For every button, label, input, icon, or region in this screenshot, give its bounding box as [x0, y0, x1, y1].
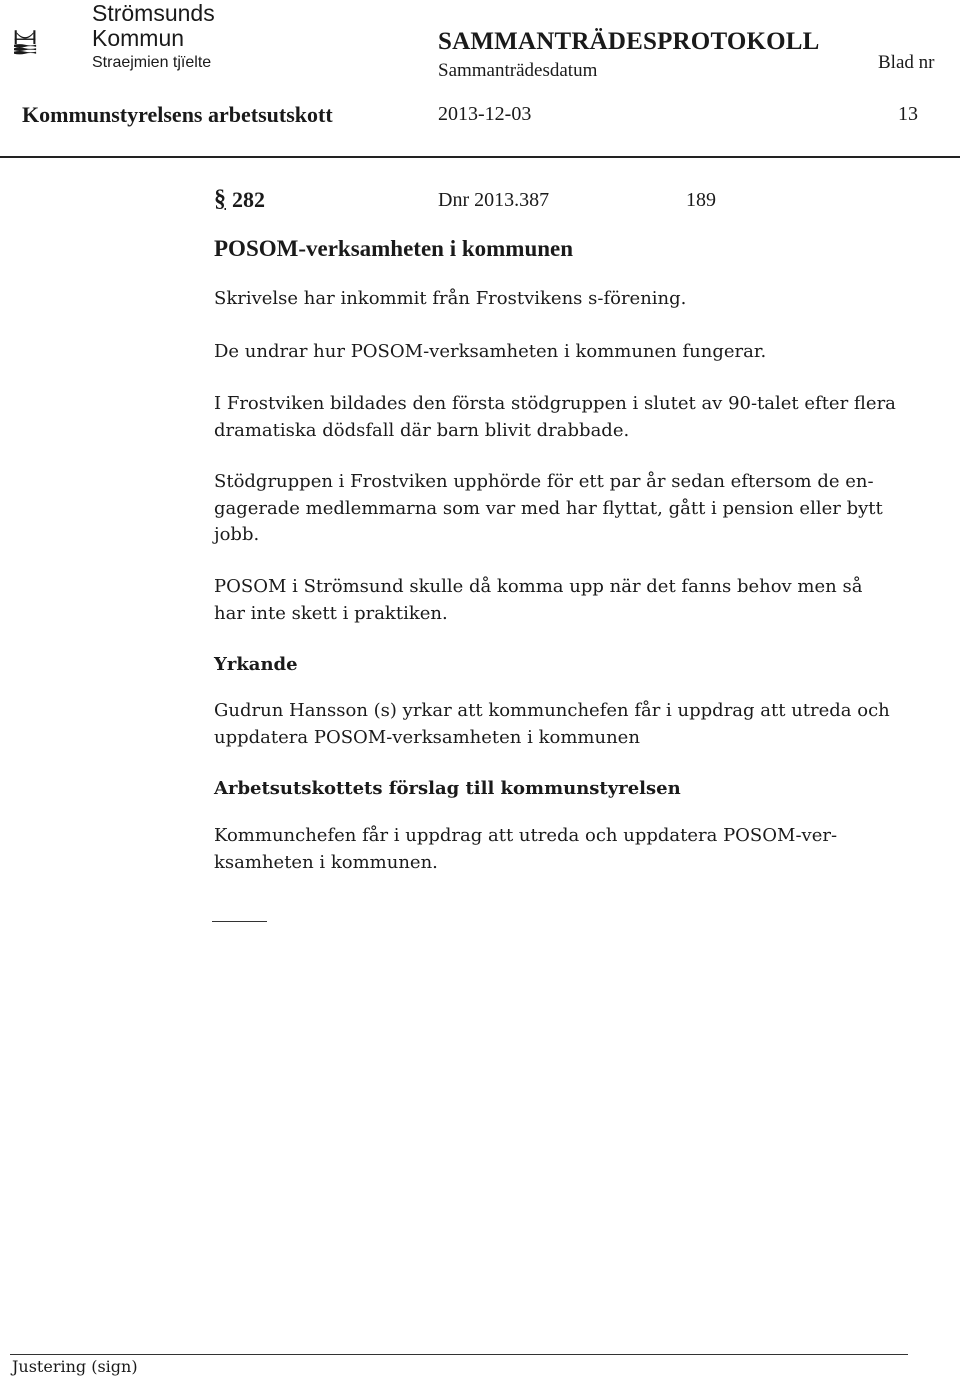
- paragraph-6: [214, 698, 914, 751]
- paragraph-3: [214, 391, 914, 444]
- paragraph-line: I Frostviken bildades den första stödgruppen i slutet av 90-talet efter flera: [214, 393, 896, 414]
- section-title: POSOM-verksamheten i kommunen: [214, 236, 574, 261]
- paragraph-4: [214, 469, 914, 549]
- document-type: SAMMANTRÄDESPROTOKOLL: [438, 28, 820, 55]
- paragraph-5: [214, 574, 914, 627]
- paragraph-line: Stödgruppen i Frostviken upphörde för ett par år sedan eftersom de en-: [214, 471, 874, 492]
- paragraph-line: uppdatera POSOM-verksamheten i kommunen: [214, 726, 640, 748]
- bridge-emblem-icon: [14, 2, 90, 82]
- dnr-number: Dnr 2013.387: [438, 189, 550, 211]
- paragraph-line: Kommunchefen får i uppdrag att utreda och uppdatera POSOM-ver-: [214, 825, 838, 846]
- paragraph-line: gagerade medlemmarna som var med har flyttat, gått i pension eller bytt: [214, 497, 883, 519]
- reference-number: 189: [686, 189, 716, 211]
- section-end-line: [212, 921, 267, 922]
- page-number: 13: [898, 103, 918, 125]
- paragraph-line: POSOM i Strömsund skulle då komma upp när det fanns behov men så: [214, 576, 863, 597]
- paragraph-sign: §: [214, 186, 226, 212]
- heading-proposal: Arbetsutskottets förslag till kommunstyrelsen: [214, 778, 681, 799]
- logo-name-line2: Kommun: [92, 25, 185, 51]
- heading-yrkande: Yrkande: [214, 654, 298, 675]
- meeting-date: 2013-12-03: [438, 103, 532, 125]
- paragraph-line: ksamheten i kommunen.: [214, 851, 438, 873]
- signature-label: Justering (sign): [12, 1357, 138, 1376]
- paragraph-7: [214, 823, 914, 876]
- paragraph-line: har inte skett i praktiken.: [214, 602, 448, 624]
- paragraph-1: [214, 286, 914, 313]
- paragraph-line: Gudrun Hansson (s) yrkar att kommunchefen får i uppdrag att utreda och: [214, 700, 890, 721]
- paragraph-line: dramatiska dödsfall där barn blivit drabbade.: [214, 419, 630, 441]
- meeting-date-label: Sammanträdesdatum: [438, 60, 598, 81]
- footer-divider: [10, 1354, 908, 1355]
- committee-name: Kommunstyrelsens arbetsutskott: [22, 102, 333, 127]
- page-label: Blad nr: [878, 52, 935, 73]
- logo-name-line1: Strömsunds: [92, 0, 215, 26]
- case-number: 282: [232, 187, 265, 212]
- header-divider: [0, 156, 960, 158]
- paragraph-line: jobb.: [214, 524, 260, 545]
- paragraph-line: Skrivelse har inkommit från Frostvikens s-förening.: [214, 288, 687, 309]
- paragraph-2: [214, 339, 914, 366]
- logo-sami-name: Straejmien tjïelte: [92, 54, 212, 71]
- paragraph-line: De undrar hur POSOM-verksamheten i kommunen fungerar.: [214, 341, 767, 362]
